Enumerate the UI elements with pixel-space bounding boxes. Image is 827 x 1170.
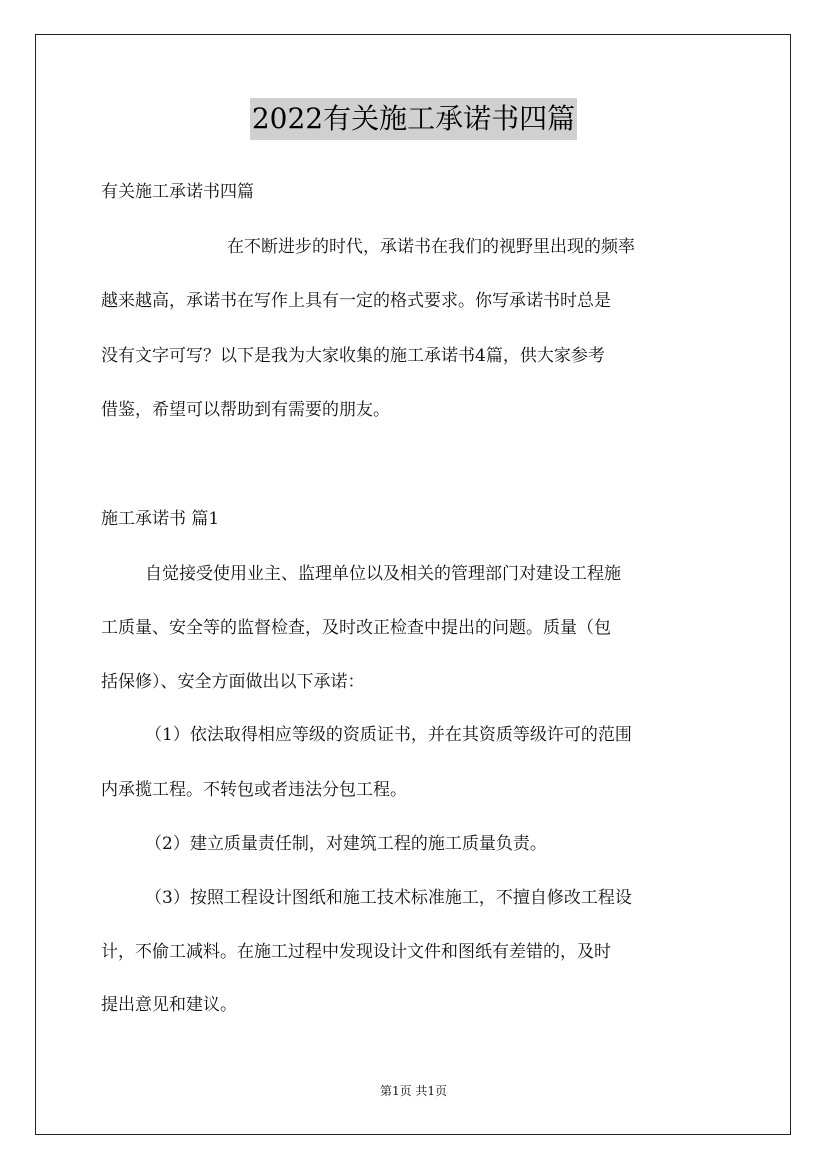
page-footer: 第1页 共1页 <box>379 1084 448 1098</box>
paragraph-line: 内承揽工程。不转包或者违法分包工程。 <box>101 780 407 800</box>
paragraph-line: （3）按照工程设计图纸和施工技术标准施工，不擅自修改工程设 <box>145 888 632 908</box>
paragraph-line: 自觉接受使用业主、监理单位以及相关的管理部门对建设工程施 <box>145 564 621 584</box>
paragraph-line: （1）依法取得相应等级的资质证书，并在其资质等级许可的范围 <box>145 725 632 745</box>
document-title: 2022有关施工承诺书四篇 <box>250 98 577 140</box>
paragraph-line: 括保修）、安全方面做出以下承诺： <box>101 672 365 692</box>
paragraph-line: 提出意见和建议。 <box>101 995 237 1015</box>
paragraph-line: 越来越高，承诺书在写作上具有一定的格式要求。你写承诺书时总是 <box>101 291 611 311</box>
paragraph-line: 工质量、安全等的监督检查，及时改正检查中提出的问题。质量（包 <box>101 618 611 638</box>
paragraph-line: 计，不偷工减料。在施工过程中发现设计文件和图纸有差错的，及时 <box>101 942 611 962</box>
paragraph-line: （2）建立质量责任制，对建筑工程的施工质量负责。 <box>145 834 547 854</box>
paragraph-line: 在不断进步的时代，承诺书在我们的视野里出现的频率 <box>227 237 635 257</box>
subtitle-line: 有关施工承诺书四篇 <box>101 182 254 202</box>
section-heading: 施工承诺书 篇1 <box>101 509 220 529</box>
title-container <box>0 98 827 140</box>
paragraph-line: 借鉴，希望可以帮助到有需要的朋友。 <box>101 400 390 420</box>
paragraph-line: 没有文字可写？以下是我为大家收集的施工承诺书4篇，供大家参考 <box>101 346 605 366</box>
